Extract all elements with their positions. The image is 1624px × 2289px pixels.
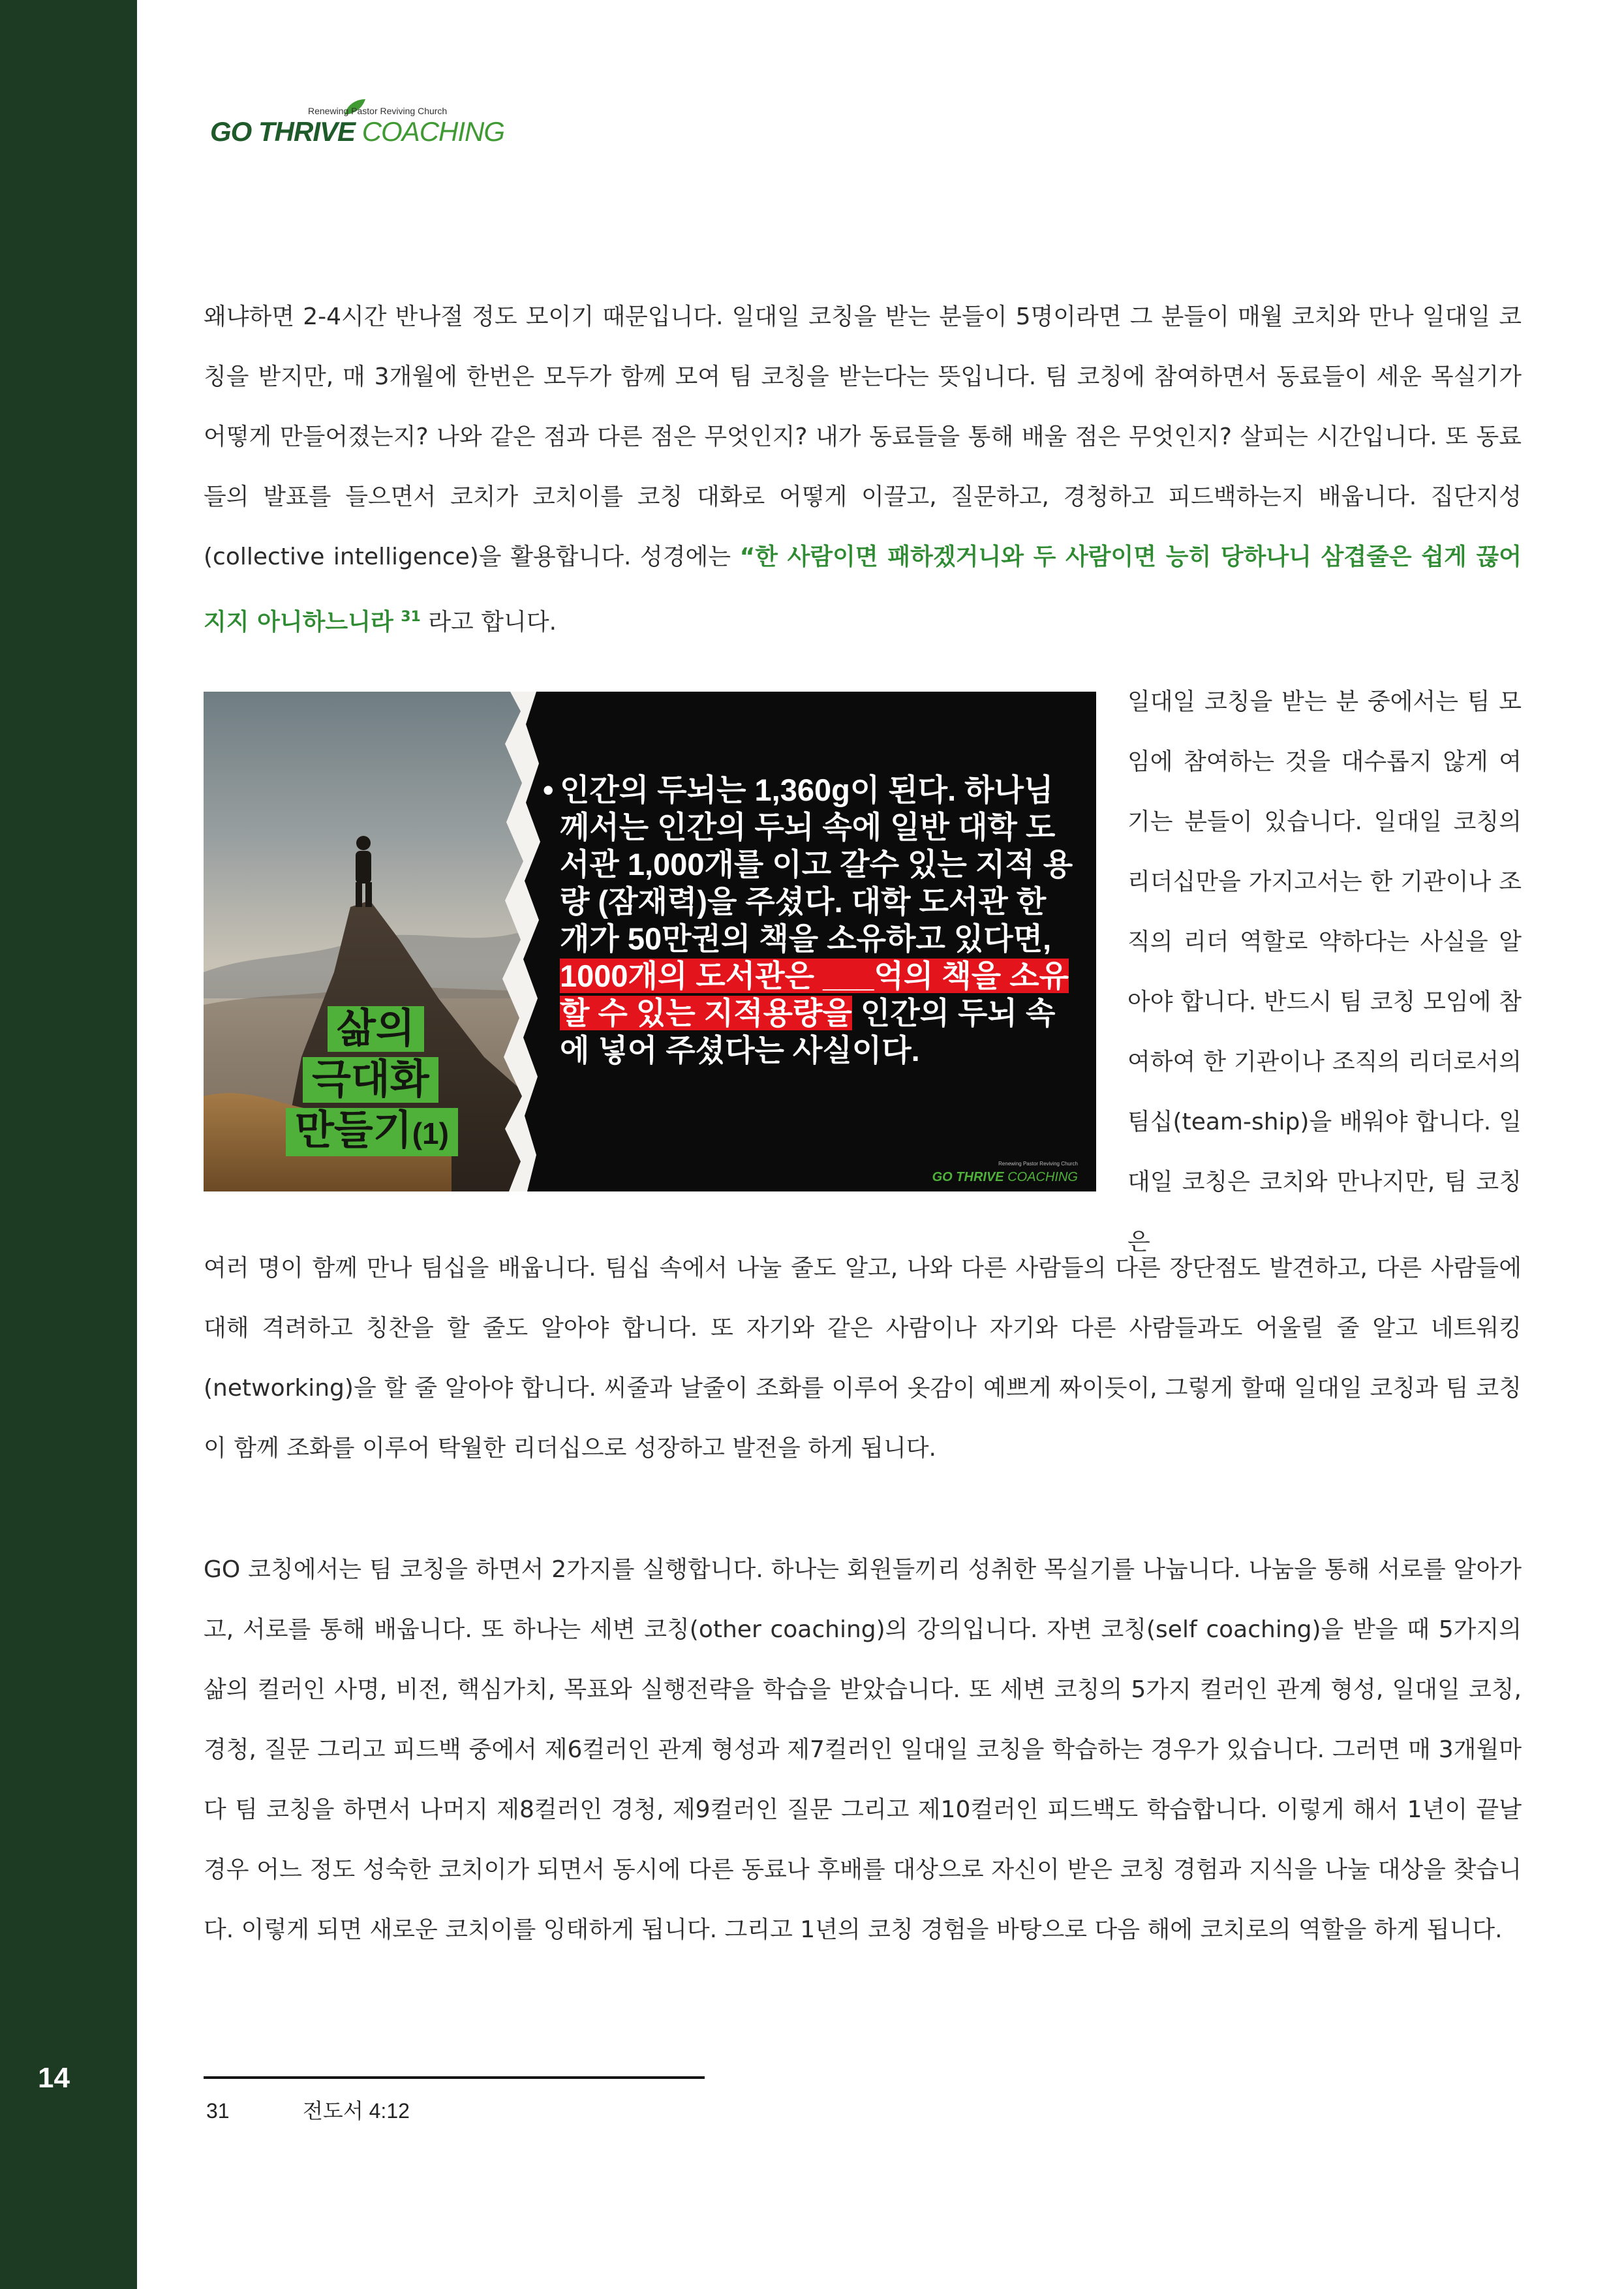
- caption-suffix: (1): [412, 1116, 449, 1150]
- slide-logo-word-1: GO THRIVE: [932, 1170, 1004, 1184]
- page-number: 14: [38, 2062, 70, 2094]
- footnote-rule: [204, 2076, 705, 2079]
- caption-line-3-text: 만들기: [295, 1108, 412, 1153]
- hiker-silhouette: [356, 836, 372, 907]
- paragraph-1-text: 왜냐하면 2-4시간 반나절 정도 모이기 때문입니다. 일대일 코칭을 받는 분들이 5명이라면 그 분들이 매월 코치와 만나 일대일 코칭을 받지만, 매 3개월에 한번은 모두가 함께 모여 팀 코칭을 받는다는 뜻입니다. 팀 코칭에 참여하면서 동료들이 세운 목실기가 어떻게 만들어졌는지? 나와 같은 점과 다른 점은 무엇인지? 내가 동료들을 통해 배울 점은 무엇인지? 살피는 시간입니다. 또 동료들의 발표를 들으면서 코치가 코치이를 코칭 대화로 어떻게 이끌고, 질문하고, 경청하고 피드백하는지 배웁니다. 집단지성(collective intelligence)을 활용합니다. 성경에는: [204, 303, 1522, 570]
- logo-wordmark: [210, 116, 504, 147]
- side-column-text: 일대일 코칭을 받는 분 중에서는 팀 모임에 참여하는 것을 대수롭지 않게 여기는 분들이 있습니다. 일대일 코칭의 리더십만을 가지고서는 한 기관이나 조직의 리더 역할로 약하다는 사실을 알아야 합니다. 반드시 팀 코칭 모임에 참여하여 한 기관이나 조직의 리더로서의 팀십(team-ship)을 배워야 합니다. 일대일 코칭은 코치와 만나지만, 팀 코칭은: [1127, 688, 1522, 1255]
- slide-text-a: 인간의 두뇌는 1,360g이 된다. 하나님께서는 인간의 두뇌 속에 일반 대학 도서관 1,000개를 이고 갈수 있는 지적 용량 (잠재력)을 주셨다. 대학 도서관 한 개가 50만권의 책을 소유하고 있다면,: [560, 773, 1073, 956]
- scripture-quote: “한 사람이면 패하겠거니와 두 사람이면 능히 당하나니 삼겹줄은 쉽게 끊어지지 아니하느니라: [204, 544, 1522, 636]
- slide-image: [204, 692, 1096, 1191]
- caption-line-2: 극대화: [303, 1057, 438, 1103]
- footnote-number: 31: [206, 2099, 230, 2123]
- slide-logo-tagline: Renewing Pastor Reviving Church: [998, 1161, 1078, 1167]
- logo-word-go-thrive: GO THRIVE: [210, 116, 356, 147]
- paragraph-3: GO 코칭에서는 팀 코칭을 하면서 2가지를 실행합니다. 하나는 회원들끼리 성취한 목실기를 나눕니다. 나눔을 통해 서로를 알아가고, 서로를 통해 배웁니다. 또 하나는 세변 코칭(other coaching)의 강의입니다. 자변 코칭(self coaching)을 받을 때 5가지의 삶의 컬러인 사명, 비전, 핵심가치, 목표와 실행전략을 학습을 받았습니다. 또 세변 코칭의 5가지 컬러인 관계 형성, 일대일 코칭, 경청, 질문 그리고 피드백 중에서 제6컬러인 관계 형성과 제7컬러인 일대일 코칭을 학습하는 경우가 있습니다. 그러면 매 3개월마다 팀 코칭을 하면서 나머지 제8컬러인 경청, 제9컬러인 질문 그리고 제10컬러인 피드백도 학습합니다. 이렇게 해서 1년이 끝날 경우 어느 정도 성숙한 코치이가 되면서 동시에 다른 동료나 후배를 대상으로 자신이 받은 코칭 경험과 지식을 나눌 대상을 찾습니다. 이렇게 되면 새로운 코치이를 잉태하게 됩니다. 그리고 1년의 코칭 경험을 바탕으로 다음 해에 코치로의 역할을 하게 됩니다.: [204, 1556, 1522, 1943]
- footnote-text: 전도서 4:12: [303, 2099, 410, 2123]
- footnote-ref: 31: [401, 609, 421, 625]
- paragraph-1: [204, 287, 1522, 653]
- logo-word-coaching: COACHING: [361, 116, 505, 147]
- bullet-dot: •: [543, 773, 554, 807]
- logo-tagline: Renewing Pastor Reviving Church: [308, 106, 448, 116]
- paragraph-2: 여러 명이 함께 만나 팀십을 배웁니다. 팀십 속에서 나눌 줄도 알고, 나와 다른 사람들의 다른 장단점도 발견하고, 다른 사람들에 대해 격려하고 칭찬을 할 줄도 알아야 합니다. 또 자기와 같은 사람이나 자기와 다른 사람들과도 어울릴 줄 알고 네트워킹(networking)을 할 줄 알아야 합니다. 씨줄과 날줄이 조화를 이루어 옷감이 예쁘게 짜이듯이, 그렇게 할때 일대일 코칭과 팀 코칭이 함께 조화를 이루어 탁월한 리더십으로 성장하고 발전을 하게 됩니다.: [204, 1255, 1522, 1462]
- slide-text-b: 인간의 두뇌 속에 넣어 주셨다는 사실이다.: [560, 996, 1056, 1068]
- slide-logo: [932, 1161, 1078, 1185]
- footnote: [206, 2095, 410, 2127]
- caption-line-3: [286, 1108, 458, 1156]
- logo: [210, 98, 505, 150]
- sidebar-band: [0, 0, 137, 2289]
- paragraph-1-end: 라고 합니다.: [420, 609, 557, 636]
- caption-line-1: 삶의: [328, 1006, 424, 1052]
- slide-highlight: 1000개의 도서관은 ___억의 책을 소유할 수 있는 지적용량을: [560, 959, 1069, 1030]
- slide-bullet-text: [543, 771, 1082, 1069]
- slide-logo-word-2: COACHING: [1007, 1170, 1078, 1184]
